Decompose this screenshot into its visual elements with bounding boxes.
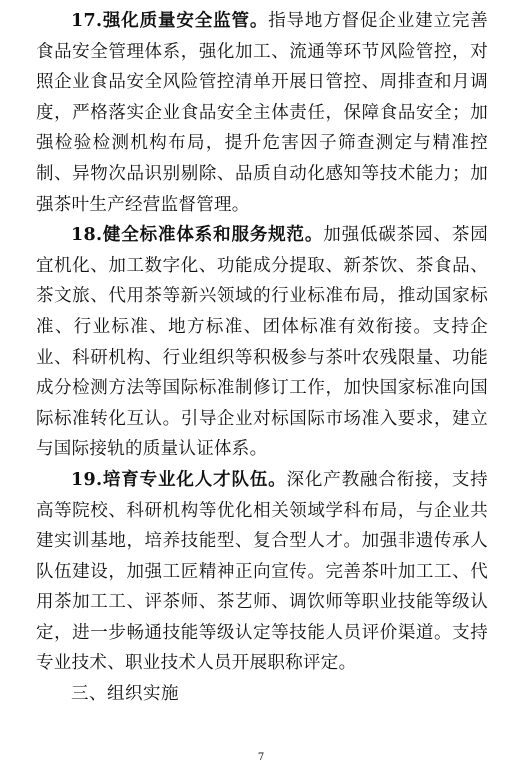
- section-heading: 三、组织实施: [71, 684, 179, 705]
- paragraph-text: 加强低碳茶园、茶园宜机化、加工数字化、功能成分提取、新茶饮、茶食品、茶文旅、代用茶等新兴领域的行业标准布局，推动国家标准、行业标准、地方标准、团体标准有效衔接。支持企业、科研机构、行业组织等积极参与茶叶农残限量、功能成分检测方法等国际标准制修订工作，加快国家标准向国际标准转化互认。引导企业对标国际市场准入要求，建立与国际接轨的质量认证体系。: [36, 225, 488, 460]
- paragraph-text: 指导地方督促企业建立完善食品安全管理体系，强化加工、流通等环节风险管控，对照企业食品安全风险管控清单开展日管控、周排查和月调度，严格落实企业食品安全主体责任，保障食品安全；加强检验检测机构布局，提升危害因子筛查测定与精准控制、异物次品识别剔除、品质自动化感知等技术能力；加强茶叶生产经营监督管理。: [36, 11, 488, 215]
- page-number: 7: [257, 752, 265, 763]
- paragraph-text: 深化产教融合衔接，支持高等院校、科研机构等优化相关领域学科布局，与企业共建实训基地，培养技能型、复合型人才。加强非遗传承人队伍建设，加强工匠精神正向宣传。完善茶叶加工工、代用茶加工工、评茶师、茶艺师、调饮师等职业技能等级认定，进一步畅通技能等级认定等技能人员评价渠道。支持专业技术、职业技术人员开展职称评定。: [36, 469, 488, 674]
- document-body: [36, 6, 488, 710]
- paragraph-19: [36, 465, 488, 679]
- paragraph-18: [36, 220, 488, 465]
- paragraph-heading: 19.培育专业化人才队伍。: [71, 469, 287, 490]
- paragraph-17: [36, 6, 488, 220]
- paragraph-heading: 18.健全标准体系和服务规范。: [71, 225, 324, 246]
- paragraph-heading: 17.强化质量安全监管。: [71, 11, 269, 31]
